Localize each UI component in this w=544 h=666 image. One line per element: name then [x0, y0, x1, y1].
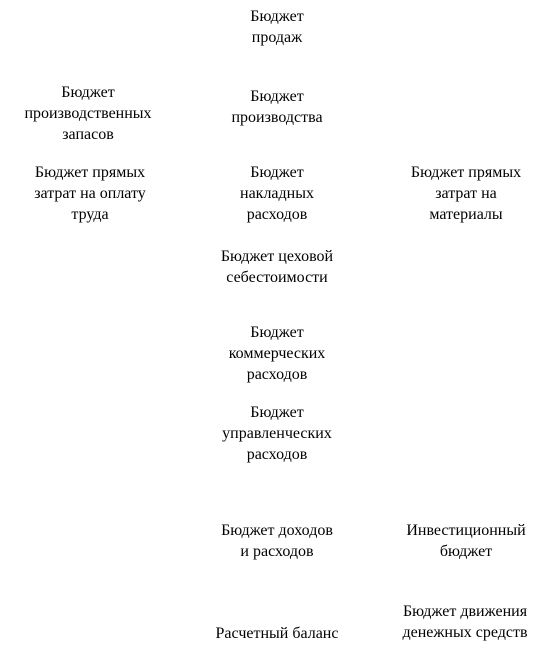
node-label-line: и расходов [240, 543, 314, 560]
node-label-line: себестоимости [226, 269, 328, 286]
node-label-line: запасов [62, 126, 114, 143]
node-sales-budget [222, 6, 332, 48]
node-label-line: Инвестиционный [406, 522, 526, 539]
node-label-line: Бюджет доходов [221, 522, 333, 539]
node-direct-materials-budget [392, 162, 540, 225]
node-label-line: Бюджет цеховой [220, 248, 334, 265]
node-label-line: производственных [24, 105, 152, 122]
node-production-inventory-budget [6, 82, 170, 145]
node-label-line: затрат на [435, 185, 497, 202]
node-label-line: коммерческих [228, 345, 326, 362]
node-shop-cost-budget [200, 246, 354, 288]
node-label-line: продаж [251, 29, 303, 46]
node-label-line: производства [231, 109, 323, 126]
node-label-line: Бюджет [250, 8, 304, 25]
node-label-line: Бюджет прямых [410, 164, 522, 181]
node-label-line: расходов [246, 366, 308, 383]
node-label-line: Расчетный баланс [215, 625, 339, 642]
node-production-budget [212, 86, 342, 128]
node-label-line: Бюджет [61, 84, 115, 101]
node-label-line: Бюджет [250, 164, 304, 181]
node-overhead-budget [212, 162, 342, 225]
node-projected-balance [198, 623, 356, 644]
node-investment-budget [388, 520, 544, 562]
node-label-line: бюджет [439, 543, 493, 560]
node-cash-flow-budget [386, 601, 544, 643]
node-label-line: Бюджет прямых [34, 164, 146, 181]
node-income-expense-budget [200, 520, 354, 562]
node-direct-labor-budget [12, 162, 168, 225]
node-label-line: Бюджет [250, 324, 304, 341]
node-label-line: труда [71, 206, 109, 223]
node-label-line: Бюджет движения [402, 603, 528, 620]
node-label-line: материалы [429, 206, 503, 223]
node-administrative-expenses-budget [206, 402, 348, 465]
node-label-line: денежных средств [402, 624, 528, 641]
node-selling-expenses-budget [206, 322, 348, 385]
node-label-line: затрат на оплату [34, 185, 146, 202]
node-label-line: расходов [246, 206, 308, 223]
node-label-line: управленческих [222, 425, 332, 442]
node-label-line: расходов [246, 446, 308, 463]
node-label-line: Бюджет [250, 404, 304, 421]
node-label-line: накладных [240, 185, 314, 202]
node-label-line: Бюджет [250, 88, 304, 105]
